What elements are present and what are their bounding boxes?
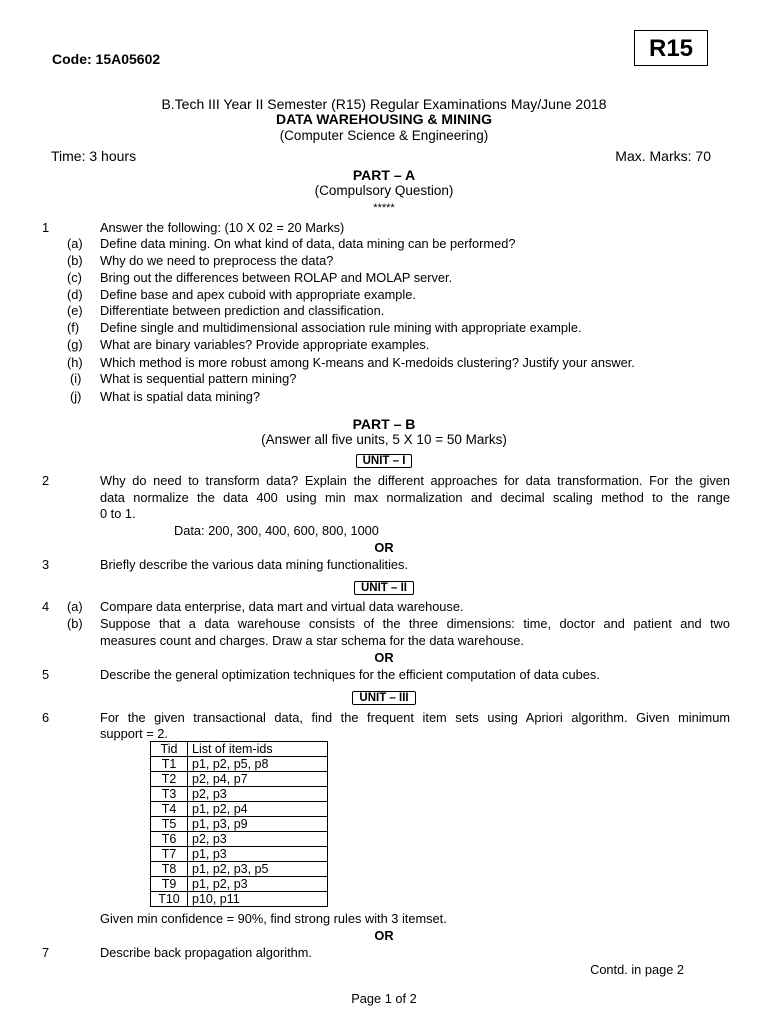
table-row <box>151 817 328 832</box>
tid-cell: T6 <box>151 832 188 847</box>
stars-divider: ***** <box>373 202 395 214</box>
table-row <box>151 877 328 892</box>
item-label: (a) <box>67 236 83 251</box>
unit-label: UNIT – II <box>354 581 414 595</box>
part-b-subtitle: (Answer all five units, 5 X 10 = 50 Marks) <box>261 432 507 447</box>
question-number: 4 <box>42 599 50 614</box>
tid-cell: T9 <box>151 877 188 892</box>
or-separator: OR <box>374 928 394 943</box>
tid-cell: T7 <box>151 847 188 862</box>
part-a-title: PART – A <box>352 167 416 183</box>
question-number: 5 <box>42 667 50 682</box>
question-text: Given min confidence = 90%, find strong rules with 3 itemset. <box>100 911 447 926</box>
question-text: Suppose that a data warehouse consists of the three dimensions: time, doctor and patient and two <box>100 616 730 631</box>
subject-title: DATA WAREHOUSING & MINING <box>276 111 492 127</box>
items-cell: p2, p3 <box>188 787 328 802</box>
tid-cell: T5 <box>151 817 188 832</box>
data-values: Data: 200, 300, 400, 600, 800, 1000 <box>174 523 379 538</box>
item-label: (c) <box>67 270 82 285</box>
question-text: 0 to 1. <box>100 506 136 521</box>
item-text: Differentiate between prediction and classification. <box>100 303 385 318</box>
item-label: (b) <box>67 253 83 268</box>
items-cell: p1, p3 <box>188 847 328 862</box>
question-text: support = 2. <box>100 726 168 741</box>
question-text: measures count and charges. Draw a star schema for the data warehouse. <box>100 633 524 648</box>
question-number: 2 <box>42 473 50 488</box>
items-cell: p2, p4, p7 <box>188 772 328 787</box>
tid-cell: T1 <box>151 757 188 772</box>
question-text: Describe back propagation algorithm. <box>100 945 312 960</box>
tid-cell: T10 <box>151 892 188 907</box>
continued-note: Contd. in page 2 <box>590 962 684 977</box>
item-text: Why do we need to preprocess the data? <box>100 253 334 268</box>
part-b-title: PART – B <box>352 416 416 432</box>
part-a-subtitle: (Compulsory Question) <box>314 183 454 198</box>
item-label: (a) <box>67 599 83 614</box>
question-text: For the given transactional data, find the frequent item sets using Apriori algorithm. Given minimum <box>100 710 730 725</box>
item-text: Define single and multidimensional association rule mining with appropriate example. <box>100 320 582 335</box>
question-text: Answer the following: (10 X 02 = 20 Marks) <box>100 220 345 235</box>
item-label: (i) <box>70 371 82 386</box>
item-label: (e) <box>67 303 83 318</box>
item-label: (f) <box>67 320 80 335</box>
items-cell: p10, p11 <box>188 892 328 907</box>
question-number: 7 <box>42 945 50 960</box>
item-text: Which method is more robust among K-means and K-medoids clustering? Justify your answer. <box>100 355 635 370</box>
item-text: What is spatial data mining? <box>100 389 261 404</box>
question-number: 1 <box>42 220 50 235</box>
item-label: (g) <box>67 337 83 352</box>
or-separator: OR <box>374 650 394 665</box>
item-text: Define base and apex cuboid with appropriate example. <box>100 287 416 302</box>
question-text: data normalize the data 400 using min max normalization and decimal scaling method to the range <box>100 490 730 505</box>
item-label: (d) <box>67 287 83 302</box>
tid-cell: T2 <box>151 772 188 787</box>
table-row <box>151 787 328 802</box>
item-text: What is sequential pattern mining? <box>100 371 297 386</box>
items-cell: p1, p3, p9 <box>188 817 328 832</box>
page-number: Page 1 of 2 <box>351 991 417 1006</box>
question-number: 3 <box>42 557 50 572</box>
subject-code: Code: 15A05602 <box>52 51 161 67</box>
column-header: List of item-ids <box>188 742 328 757</box>
item-label: (b) <box>67 616 83 631</box>
unit-label: UNIT – I <box>356 454 413 468</box>
exam-title: B.Tech III Year II Semester (R15) Regular Examinations May/June 2018 <box>161 96 607 112</box>
table-row <box>151 832 328 847</box>
table-row <box>151 772 328 787</box>
table-row <box>151 892 328 907</box>
tid-cell: T3 <box>151 787 188 802</box>
question-text: Compare data enterprise, data mart and virtual data warehouse. <box>100 599 464 614</box>
tid-cell: T8 <box>151 862 188 877</box>
item-label: (h) <box>67 355 83 370</box>
question-number: 6 <box>42 710 50 725</box>
question-text: Describe the general optimization techniques for the efficient computation of data cubes. <box>100 667 600 682</box>
question-text: Briefly describe the various data mining functionalities. <box>100 557 408 572</box>
exam-time: Time: 3 hours <box>51 148 137 164</box>
table-header-row <box>151 742 328 757</box>
question-text: Why do need to transform data? Explain the different approaches for data transformation. For the given <box>100 473 730 488</box>
or-separator: OR <box>374 540 394 555</box>
items-cell: p2, p3 <box>188 832 328 847</box>
table-row <box>151 862 328 877</box>
max-marks: Max. Marks: 70 <box>615 148 711 164</box>
table-row <box>151 847 328 862</box>
table-row <box>151 757 328 772</box>
table-row <box>151 802 328 817</box>
items-cell: p1, p2, p4 <box>188 802 328 817</box>
unit-label: UNIT – III <box>352 691 415 705</box>
items-cell: p1, p2, p3 <box>188 877 328 892</box>
item-label: (j) <box>70 389 82 404</box>
column-header: Tid <box>151 742 188 757</box>
transaction-table <box>150 741 328 907</box>
items-cell: p1, p2, p3, p5 <box>188 862 328 877</box>
regulation-badge: R15 <box>634 30 708 66</box>
tid-cell: T4 <box>151 802 188 817</box>
item-text: Define data mining. On what kind of data, data mining can be performed? <box>100 236 516 251</box>
items-cell: p1, p2, p5, p8 <box>188 757 328 772</box>
item-text: Bring out the differences between ROLAP and MOLAP server. <box>100 270 453 285</box>
item-text: What are binary variables? Provide appropriate examples. <box>100 337 430 352</box>
branch: (Computer Science & Engineering) <box>279 128 489 143</box>
